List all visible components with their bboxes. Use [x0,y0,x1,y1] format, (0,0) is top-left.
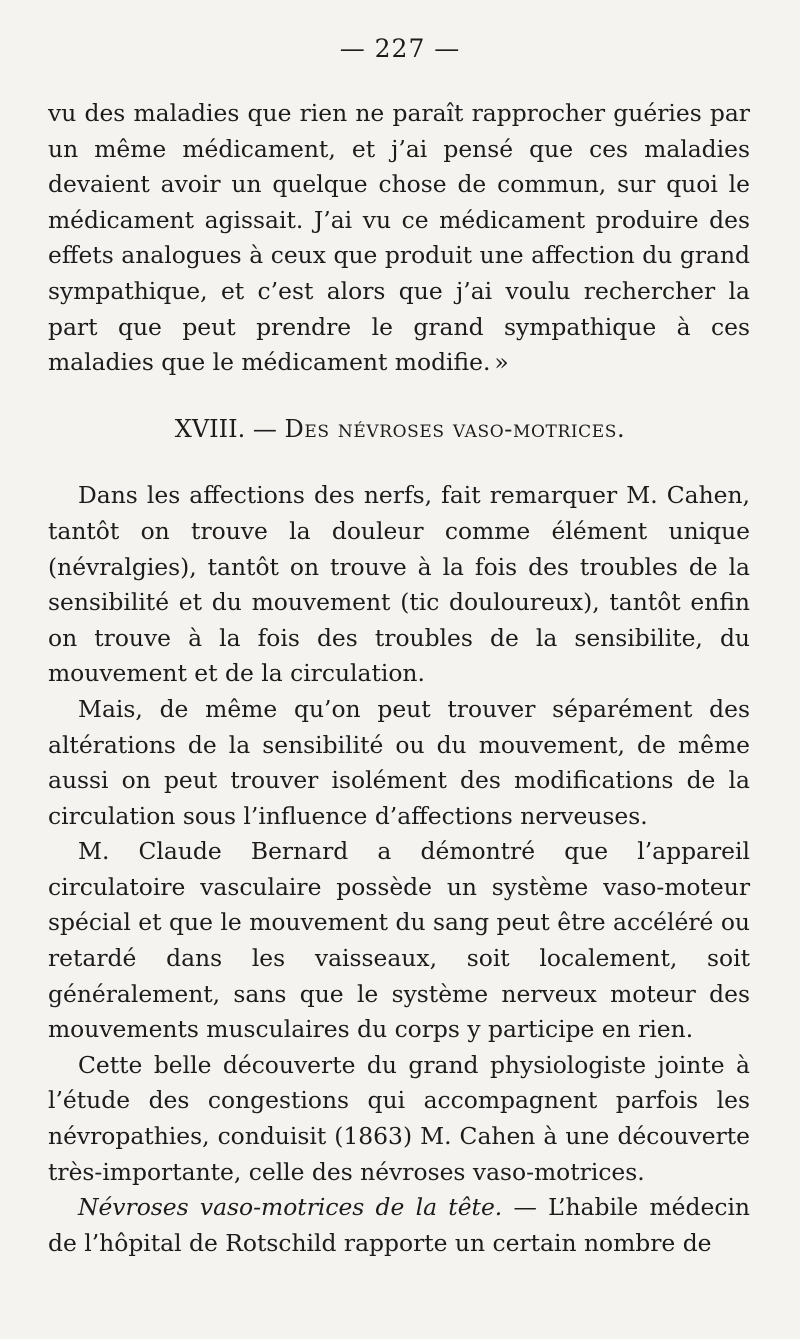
paragraph [48,1190,750,1261]
section-dash: — [252,414,277,443]
page-number: — 227 — [339,34,461,63]
closing-quote: » [494,348,509,377]
paragraph: M. Claude Bernard a démontré que l’appareil circulatoire vasculaire possède un système vaso-moteur spécial et que le mouvement du sang peut être accéléré ou retardé dans les vaisseaux, soit localement, soit généralement, sans que le système nerveux moteur des mouvements musculaires du corps y participe en rien. [48,837,750,1044]
section-numeral: XVIII. [174,414,246,443]
section-heading [48,412,750,448]
page-body [48,96,750,1261]
paragraph-continuation [48,96,750,381]
section-title: Des névroses vaso-motrices. [284,414,626,443]
paragraph: Mais, de même qu’on peut trouver séparément des altérations de la sensibilité ou du mouvement, de même aussi on peut trouver isolément des modifications de la circulation sous l’influence d’affections nerveuses. [48,694,750,830]
paragraph-text: vu des maladies que rien ne paraît rapprocher guéries par un même médicament, et j’ai pensé que ces maladies devaient avoir un quelque chose de commun, sur quoi le médicament agissait. J’ai vu ce médicament produire des effets analogues à ceux que produit une affection du grand sympathique, et c’est alors que j’ai voulu rechercher la part que peut prendre le grand sympathique à ces maladies que le médicament modifie. [48,99,750,377]
paragraph: Cette belle découverte du grand physiologiste jointe à l’étude des congestions qui accompagnent parfois les névropathies, conduisit (1863) M. Cahen à une découverte très-importante, celle des névroses vaso-motrices. [48,1050,750,1186]
subsection-title: Névroses vaso-motrices de la tête. [78,1193,503,1222]
paragraph-text: — L’habile médecin de l’hôpital de Rotschild rapporte un certain nombre de [48,1193,750,1257]
paragraph: Dans les affections des nerfs, fait remarquer M. Cahen, tantôt on trouve la douleur comme élément unique (névralgies), tantôt on trouve à la fois des troubles de la sensibilité et du mouvement (tic douloureux), tantôt enfin on trouve à la fois des troubles de la sensibilite, du mouvement et de la circulation. [48,481,750,688]
